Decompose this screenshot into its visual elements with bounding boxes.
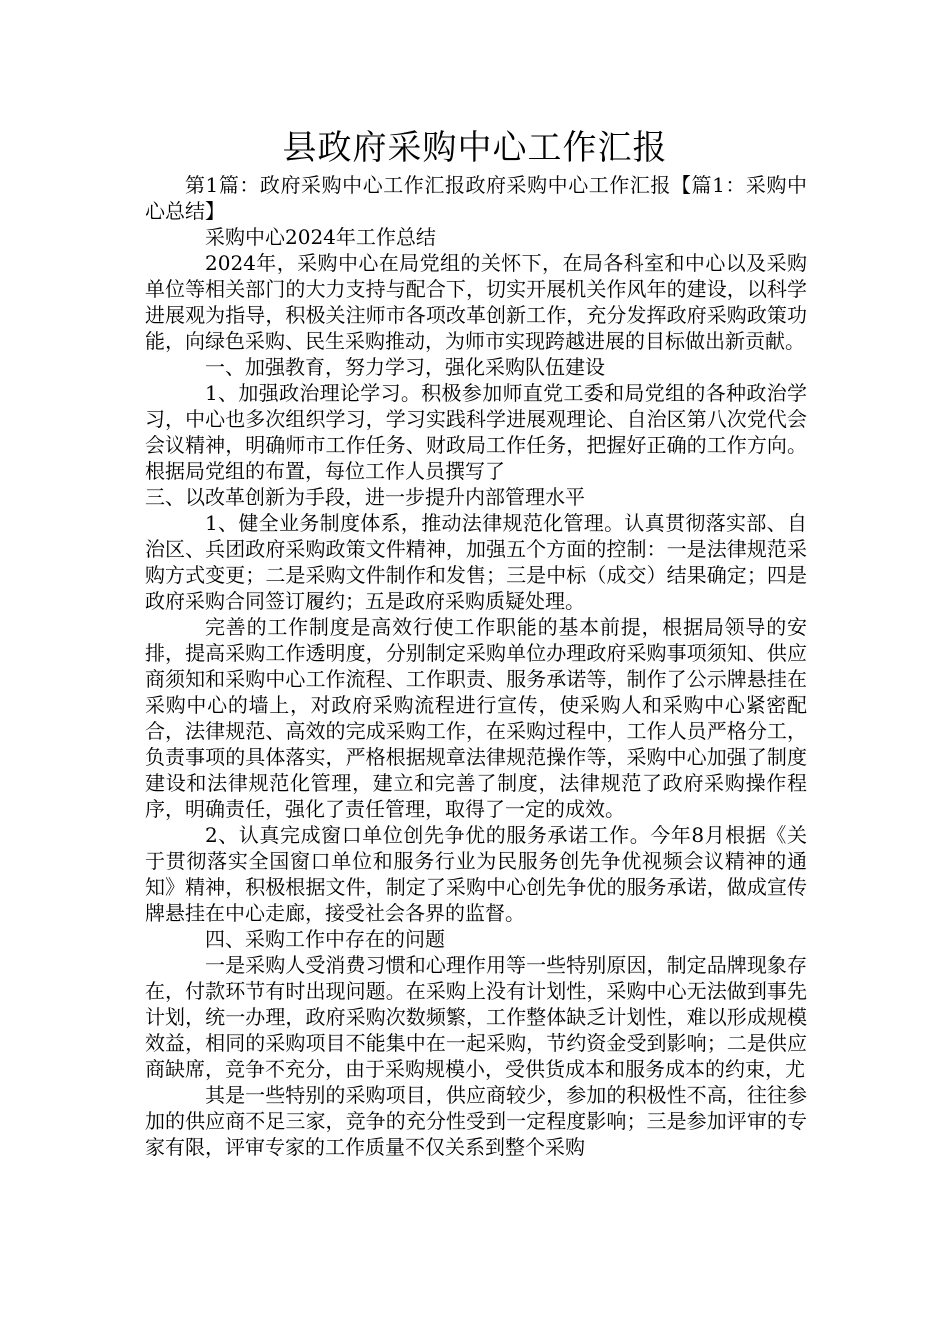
paragraph-service-commitment: 2、认真完成窗口单位创先争优的服务承诺工作。今年8月根据《关于贯彻落实全国窗口单位和服务行业为民服务创先争优视频会议精神的通知》精神，积极根据文件，制定了采购中心创先争优的服务承诺，做成宣传牌悬挂在中心走廊，接受社会各界的监督。 — [145, 823, 807, 925]
paragraph-work-system: 完善的工作制度是高效行使工作职能的基本前提，根据局领导的安排，提高采购工作透明度，分别制定采购单位办理政府采购事项须知、供应商须知和采购中心工作流程、工作职责、服务承诺等，制作了公示牌悬挂在采购中心的墙上，对政府采购流程进行宣传，使采购人和采购中心紧密配合，法律规范、高效的完成采购工作，在采购过程中，工作人员严格分工，负责事项的具体落实，严格根据规章法律规范操作等，采购中心加强了制度建设和法律规范化管理，建立和完善了制度，法律规范了政府采购操作程序，明确责任，强化了责任管理，取得了一定的成效。 — [145, 615, 807, 821]
paragraph-overview: 2024年，采购中心在局党组的关怀下，在局各科室和中心以及采购单位等相关部门的大力支持与配合下，切实开展机关作风年的建设，以科学进展观为指导，积极关注师市各项改革创新工作，充分发挥政府采购政策功能，向绿色采购、民生采购推动，为师市实现跨越进展的目标做出新贡献。 — [145, 251, 807, 353]
section-heading-1: 一、加强教育，努力学习，强化采购队伍建设 — [205, 355, 605, 379]
paragraph-political-study: 1、加强政治理论学习。积极参加师直党工委和局党组的各种政治学习，中心也多次组织学习，学习实践科学进展观理论、自治区第八次党代会会议精神，明确师市工作任务、财政局工作任务，把握好正确的工作方向。根据局党组的布置，每位工作人员撰写了 — [145, 381, 807, 483]
document-title: 县政府采购中心工作汇报 — [282, 128, 668, 168]
paragraph-problems-1: 一是采购人受消费习惯和心理作用等一些特别原因，制定品牌现象存在，付款环节有时出现问题。在采购上没有计划性，采购中心无法做到事先计划，统一办理，政府采购次数频繁，工作整体缺乏计划性，难以形成规模效益，相同的采购项目不能集中在一起采购，节约资金受到影响；二是供应商缺席，竞争不充分，由于采购规模小，受供货成本和服务成本的约束，尤 — [145, 953, 807, 1081]
section-heading-3: 三、以改革创新为手段，进一步提升内部管理水平 — [145, 485, 585, 509]
document-body — [145, 172, 807, 1160]
paragraph-problems-2: 其是一些特别的采购项目，供应商较少，参加的积极性不高，往往参加的供应商不足三家，竞争的充分性受到一定程度影响；三是参加评审的专家有限，评审专家的工作质量不仅关系到整个采购 — [145, 1083, 807, 1159]
paragraph-summary-heading: 采购中心2024年工作总结 — [205, 225, 436, 249]
paragraph-system-building: 1、健全业务制度体系，推动法律规范化管理。认真贯彻落实部、自治区、兵团政府采购政策文件精神，加强五个方面的控制：一是法律规范采购方式变更；二是采购文件制作和发售；三是中标（成交）结果确定；四是政府采购合同签订履约；五是政府采购质疑处理。 — [145, 511, 807, 613]
paragraph-intro: 第1篇：政府采购中心工作汇报政府采购中心工作汇报【篇1：采购中心总结】 — [145, 173, 807, 223]
section-heading-4: 四、采购工作中存在的问题 — [205, 927, 445, 951]
